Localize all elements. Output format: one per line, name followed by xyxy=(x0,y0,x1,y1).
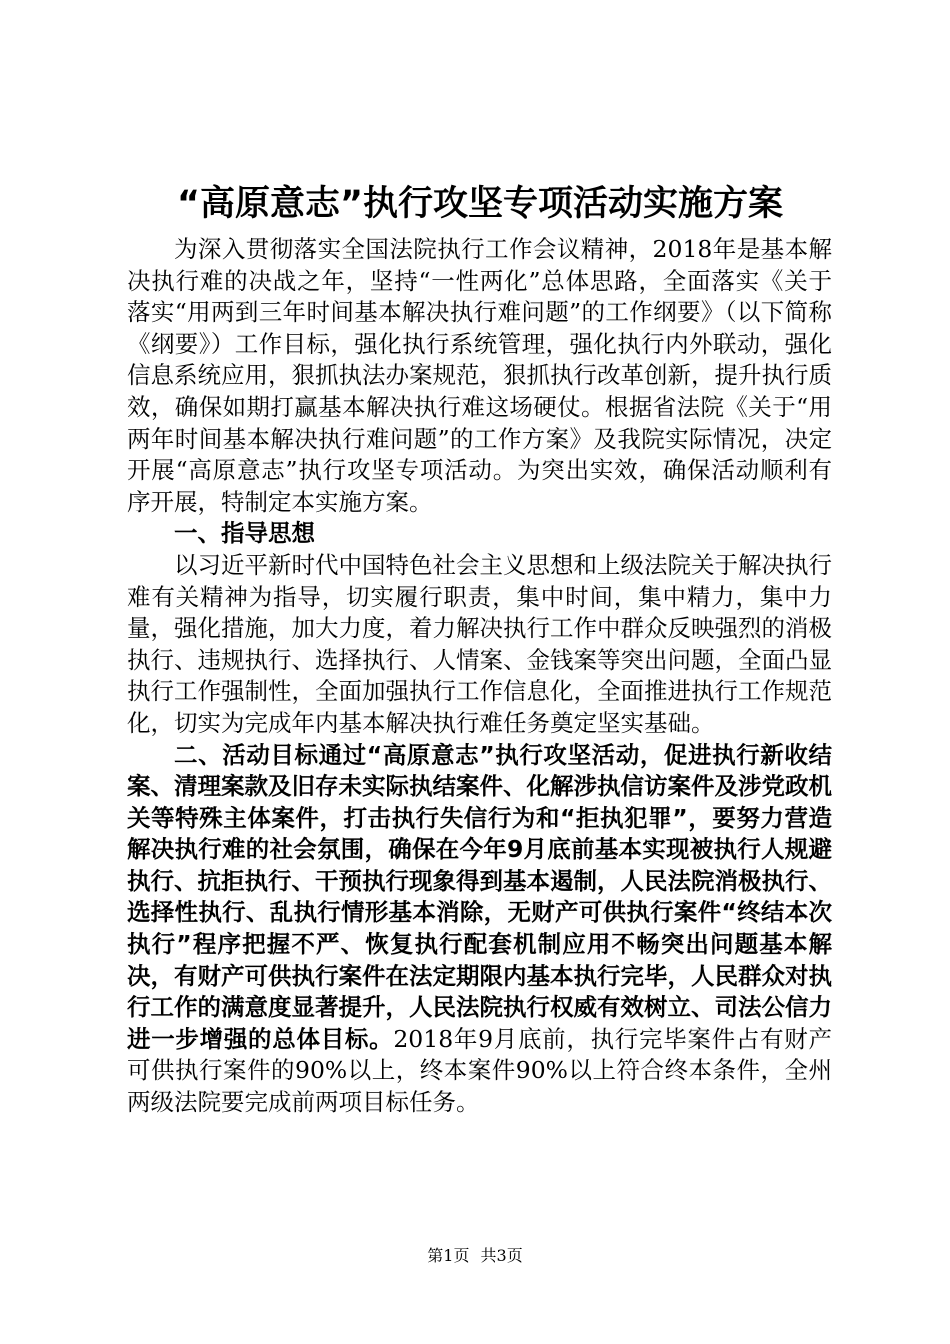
section-1-paragraph: 以习近平新时代中国特色社会主义思想和上级法院关于解决执行难有关精神为指导，切实履行职责，集中时间，集中精力，集中力量，强化措施，加大力度，着力解决执行工作中群众反映强烈的消极执行、违规执行、选择执行、人情案、金钱案等突出问题，全面凸显执行工作强制性，全面加强执行工作信息化，全面推进执行工作规范化，切实为完成年内基本解决执行难任务奠定坚实基础。 xyxy=(127,550,832,737)
document-body xyxy=(127,234,832,1119)
intro-paragraph: 为深入贯彻落实全国法院执行工作会议精神，2018年是基本解决执行难的决战之年，坚持“一性两化”总体思路，全面落实《关于落实“用两到三年时间基本解决执行难问题”的工作纲要》（以下简称《纲要》）工作目标，强化执行系统管理，强化执行内外联动，强化信息系统应用，狠抓执法办案规范，狠抓执行改革创新，提升执行质效，确保如期打赢基本解决执行难这场硬仗。根据省法院《关于“用两年时间基本解决执行难问题”的工作方案》及我院实际情况，决定开展“高原意志”执行攻坚专项活动。为突出实效，确保活动顺利有序开展，特制定本实施方案。 xyxy=(127,235,832,516)
page-number-current: 第1页 xyxy=(427,1246,470,1265)
page-number-total: 共3页 xyxy=(480,1246,523,1265)
section-1-heading: 一、指导思想 xyxy=(174,519,315,548)
document-title: “高原意志”执行攻坚专项活动实施方案 xyxy=(176,184,783,224)
section-2-bold-text: 二、活动目标通过“高原意志”执行攻坚活动，促进执行新收结案、清理案款及旧存未实际执结案件、化解涉执信访案件及涉党政机关等特殊主体案件，打击执行失信行为和“拒执犯罪”，要努力营造解决执行难的社会氛围，确保在今年9月底前基本实现被执行人规避执行、抗拒执行、干预执行现象得到基本遏制，人民法院消极执行、选择性执行、乱执行情形基本消除，无财产可供执行案件“终结本次执行”程序把握不严、恢复执行配套机制应用不畅突出问题基本解决，有财产可供执行案件在法定期限内基本执行完毕，人民群众对执行工作的满意度显著提升，人民法院执行权威有效树立、司法公信力进一步增强的总体目标。 xyxy=(127,740,832,1053)
section-2-paragraph xyxy=(127,740,832,1119)
page-footer xyxy=(0,1245,950,1267)
section-2-normal-text: 2018年9月底前，执行完毕案件占有财产可供执行案件的90%以上，终本案件90%以上符合终本条件，全州两级法院要完成前两项目标任务。 xyxy=(127,1024,832,1117)
